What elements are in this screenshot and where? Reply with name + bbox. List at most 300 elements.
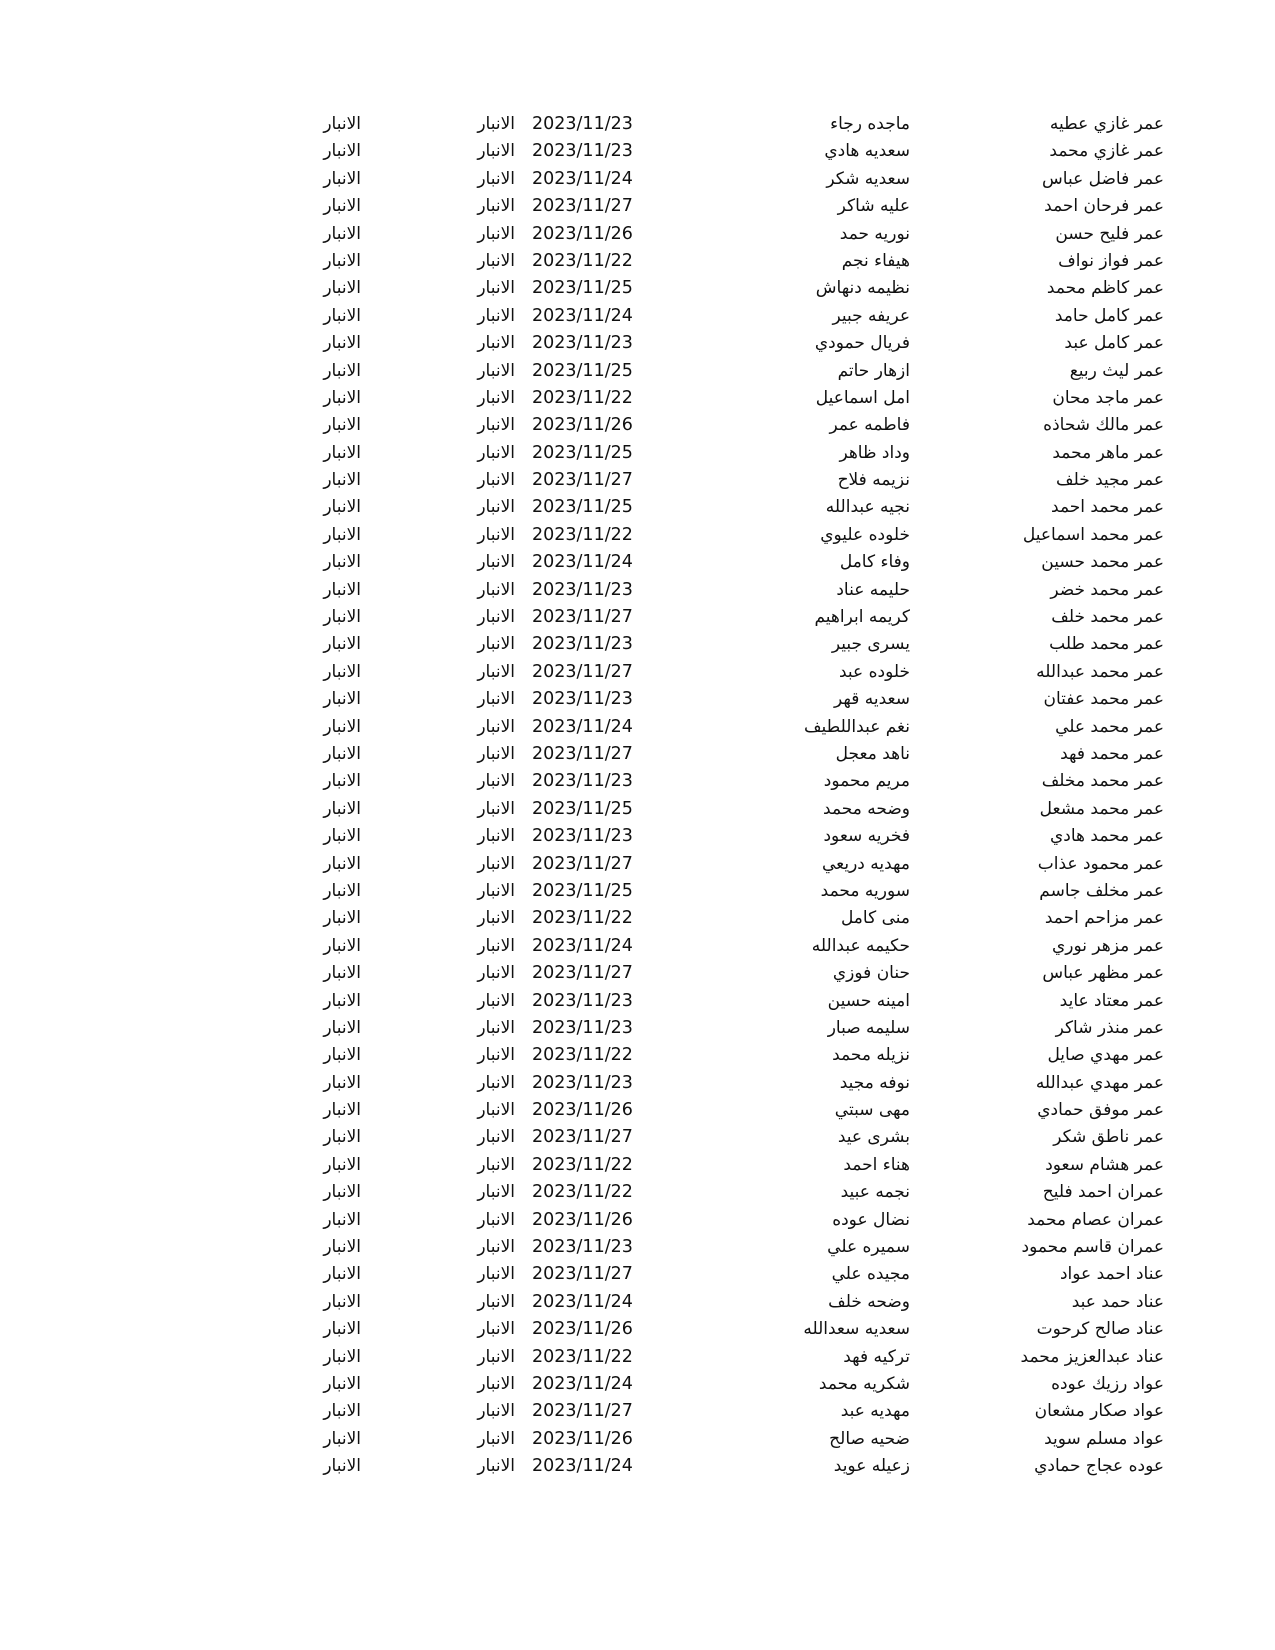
person-name: عمر ناطق شكر (1053, 1127, 1164, 1148)
record-date: 2023/11/25 (532, 880, 633, 901)
table-row (0, 221, 1275, 248)
table-row (0, 385, 1275, 412)
record-date: 2023/11/25 (532, 497, 633, 518)
table-row (0, 1453, 1275, 1480)
governorate-cell: الانبار (323, 305, 361, 326)
mother-name: نغم عبداللطيف (803, 716, 910, 737)
province-cell: الانبار (477, 360, 515, 381)
table-row (0, 549, 1275, 576)
record-date: 2023/11/22 (532, 1182, 633, 1203)
governorate-cell: الانبار (323, 1237, 361, 1258)
governorate-cell: الانبار (323, 880, 361, 901)
table-row (0, 358, 1275, 385)
mother-name: مريم محمود (823, 771, 910, 792)
record-date: 2023/11/23 (532, 579, 633, 600)
mother-name: خلوده عبد (839, 661, 910, 682)
record-date: 2023/11/23 (532, 114, 633, 134)
mother-name: يسرى جبير (831, 634, 910, 655)
record-date: 2023/11/25 (532, 442, 633, 463)
governorate-cell: الانبار (323, 1401, 361, 1422)
table-row (0, 1289, 1275, 1316)
mother-name: ضحيه صالح (829, 1428, 910, 1449)
province-cell: الانبار (477, 1346, 515, 1367)
person-name: عمر محمد خضر (1050, 579, 1164, 600)
person-name: عمر محمد مخلف (1041, 771, 1164, 792)
governorate-cell: الانبار (323, 415, 361, 436)
table-row (0, 494, 1275, 521)
governorate-cell: الانبار (323, 935, 361, 956)
mother-name: وداد ظاهر (839, 442, 910, 463)
governorate-cell: الانبار (323, 168, 361, 189)
person-name: عمر مزهر نوري (1051, 935, 1164, 956)
mother-name: وضحه محمد (823, 798, 910, 819)
record-date: 2023/11/25 (532, 798, 633, 819)
person-name: عمر ليث ربيع (1069, 360, 1164, 381)
table-row (0, 111, 1275, 138)
mother-name: امل اسماعيل (815, 387, 910, 408)
province-cell: الانبار (477, 1045, 515, 1066)
province-cell: الانبار (477, 689, 515, 710)
mother-name: مهى سبتي (834, 1100, 910, 1121)
record-date: 2023/11/26 (532, 1100, 633, 1121)
table-row (0, 1234, 1275, 1261)
governorate-cell: الانبار (323, 963, 361, 984)
person-name: عمر مظهر عباس (1042, 963, 1164, 984)
person-name: عمر كامل حامد (1054, 305, 1164, 326)
table-row (0, 823, 1275, 850)
person-name: عمر فواز نواف (1058, 250, 1164, 271)
record-date: 2023/11/23 (532, 689, 633, 710)
mother-name: امينه حسين (827, 990, 910, 1011)
record-date: 2023/11/22 (532, 1045, 633, 1066)
governorate-cell: الانبار (323, 579, 361, 600)
record-date: 2023/11/24 (532, 935, 633, 956)
mother-name: وفاء كامل (839, 552, 910, 573)
governorate-cell: الانبار (323, 552, 361, 573)
mother-name: منى كامل (840, 908, 910, 929)
record-date: 2023/11/23 (532, 771, 633, 792)
record-date: 2023/11/24 (532, 1291, 633, 1312)
table-row (0, 988, 1275, 1015)
governorate-cell: الانبار (323, 1319, 361, 1340)
table-row (0, 851, 1275, 878)
person-name: عمر فاضل عباس (1042, 168, 1164, 189)
person-name: عمران قاسم محمود (1021, 1237, 1164, 1258)
province-cell: الانبار (477, 114, 515, 134)
table-row (0, 714, 1275, 741)
governorate-cell: الانبار (323, 908, 361, 929)
province-cell: الانبار (477, 1401, 515, 1422)
governorate-cell: الانبار (323, 607, 361, 628)
province-cell: الانبار (477, 963, 515, 984)
person-name: عمر كاظم محمد (1046, 278, 1164, 299)
person-name: عوده عجاج حمادي (1034, 1456, 1164, 1477)
governorate-cell: الانبار (323, 1100, 361, 1121)
table-row (0, 303, 1275, 330)
person-name: عمران عصام محمد (1027, 1209, 1164, 1230)
province-cell: الانبار (477, 1456, 515, 1477)
mother-name: سعديه شكر (826, 168, 910, 189)
mother-name: نزيله محمد (832, 1045, 910, 1066)
mother-name: نضال عوده (832, 1209, 910, 1230)
table-row (0, 166, 1275, 193)
person-name: عواد مسلم سويد (1044, 1428, 1164, 1449)
governorate-cell: الانبار (323, 442, 361, 463)
person-name: عناد صالح كرحوت (1036, 1319, 1164, 1340)
table-row (0, 412, 1275, 439)
province-cell: الانبار (477, 661, 515, 682)
person-name: عمر مهدي صايل (1047, 1045, 1164, 1066)
table-row (0, 1371, 1275, 1398)
record-date: 2023/11/24 (532, 1373, 633, 1394)
person-name: عمر غازي محمد (1049, 141, 1164, 162)
governorate-cell: الانبار (323, 826, 361, 847)
person-name: عمر مزاحم احمد (1044, 908, 1164, 929)
person-name: عمر معتاد عايد (1059, 990, 1164, 1011)
record-date: 2023/11/26 (532, 1319, 633, 1340)
table-row (0, 1179, 1275, 1206)
table-row (0, 905, 1275, 932)
record-date: 2023/11/23 (532, 826, 633, 847)
record-date: 2023/11/24 (532, 716, 633, 737)
governorate-cell: الانبار (323, 798, 361, 819)
governorate-cell: الانبار (323, 1264, 361, 1285)
governorate-cell: الانبار (323, 689, 361, 710)
governorate-cell: الانبار (323, 1045, 361, 1066)
person-name: عناد حمد عبد (1071, 1291, 1164, 1312)
mother-name: سعديه سعدالله (803, 1319, 910, 1340)
province-cell: الانبار (477, 908, 515, 929)
table-row (0, 631, 1275, 658)
person-name: عمر محمود عذاب (1037, 853, 1164, 874)
table-row (0, 275, 1275, 302)
governorate-cell: الانبار (323, 1428, 361, 1449)
person-name: عمر مجيد خلف (1055, 470, 1164, 491)
person-name: عمر غازي عطيه (1049, 114, 1164, 134)
province-cell: الانبار (477, 1237, 515, 1258)
mother-name: حكيمه عبدالله (811, 935, 910, 956)
mother-name: شكريه محمد (818, 1373, 910, 1394)
governorate-cell: الانبار (323, 278, 361, 299)
governorate-cell: الانبار (323, 1456, 361, 1477)
mother-name: سعديه هادي (824, 141, 910, 162)
governorate-cell: الانبار (323, 360, 361, 381)
table-row (0, 1398, 1275, 1425)
mother-name: سليمه صبار (827, 1017, 910, 1038)
table-row (0, 1152, 1275, 1179)
governorate-cell: الانبار (323, 1154, 361, 1175)
person-name: عمر منذر شاكر (1055, 1017, 1164, 1038)
province-cell: الانبار (477, 990, 515, 1011)
governorate-cell: الانبار (323, 196, 361, 217)
mother-name: نجمه عبيد (840, 1182, 910, 1203)
governorate-cell: الانبار (323, 470, 361, 491)
table-row (0, 768, 1275, 795)
person-name: عمر محمد هادي (1049, 826, 1164, 847)
record-date: 2023/11/24 (532, 168, 633, 189)
record-date: 2023/11/23 (532, 634, 633, 655)
governorate-cell: الانبار (323, 250, 361, 271)
province-cell: الانبار (477, 223, 515, 244)
table-row (0, 1261, 1275, 1288)
person-name: عمر كامل عبد (1064, 333, 1164, 354)
person-name: عناد عبدالعزيز محمد (1020, 1346, 1164, 1367)
mother-name: هناء احمد (843, 1154, 910, 1175)
table-row (0, 741, 1275, 768)
province-cell: الانبار (477, 387, 515, 408)
mother-name: فخريه سعود (823, 826, 910, 847)
table-row (0, 659, 1275, 686)
record-date: 2023/11/24 (532, 305, 633, 326)
province-cell: الانبار (477, 497, 515, 518)
province-cell: الانبار (477, 470, 515, 491)
province-cell: الانبار (477, 880, 515, 901)
table-row (0, 686, 1275, 713)
governorate-cell: الانبار (323, 990, 361, 1011)
province-cell: الانبار (477, 1100, 515, 1121)
person-name: عمر محمد فهد (1060, 743, 1164, 764)
mother-name: بشرى عيد (837, 1127, 910, 1148)
province-cell: الانبار (477, 168, 515, 189)
province-cell: الانبار (477, 743, 515, 764)
person-name: عمران احمد فليح (1042, 1182, 1164, 1203)
person-name: عمر ماهر محمد (1052, 442, 1164, 463)
governorate-cell: الانبار (323, 771, 361, 792)
person-name: عمر محمد خلف (1051, 607, 1164, 628)
record-date: 2023/11/22 (532, 524, 633, 545)
province-cell: الانبار (477, 196, 515, 217)
governorate-cell: الانبار (323, 716, 361, 737)
person-name: عمر هشام سعود (1045, 1154, 1164, 1175)
person-name: عمر موفق حمادي (1037, 1100, 1164, 1121)
person-name: عمر محمد عفتان (1043, 689, 1164, 710)
mother-name: حليمه عناد (836, 579, 910, 600)
table-row (0, 796, 1275, 823)
province-cell: الانبار (477, 278, 515, 299)
mother-name: زعيله عويد (833, 1456, 910, 1477)
table-row (0, 604, 1275, 631)
person-name: عواد صكار مشعان (1034, 1401, 1164, 1422)
record-date: 2023/11/23 (532, 990, 633, 1011)
province-cell: الانبار (477, 552, 515, 573)
record-date: 2023/11/22 (532, 1346, 633, 1367)
province-cell: الانبار (477, 1017, 515, 1038)
record-date: 2023/11/27 (532, 196, 633, 217)
province-cell: الانبار (477, 607, 515, 628)
record-date: 2023/11/27 (532, 963, 633, 984)
mother-name: كريمه ابراهيم (814, 607, 910, 628)
province-cell: الانبار (477, 1127, 515, 1148)
province-cell: الانبار (477, 771, 515, 792)
province-cell: الانبار (477, 1428, 515, 1449)
records-list (0, 111, 1275, 1481)
record-date: 2023/11/27 (532, 1127, 633, 1148)
province-cell: الانبار (477, 250, 515, 271)
province-cell: الانبار (477, 1291, 515, 1312)
mother-name: تركيه فهد (843, 1346, 910, 1367)
province-cell: الانبار (477, 333, 515, 354)
table-row (0, 577, 1275, 604)
governorate-cell: الانبار (323, 1072, 361, 1093)
province-cell: الانبار (477, 442, 515, 463)
governorate-cell: الانبار (323, 1346, 361, 1367)
governorate-cell: الانبار (323, 223, 361, 244)
table-row (0, 1097, 1275, 1124)
governorate-cell: الانبار (323, 1127, 361, 1148)
mother-name: عريفه جبير (832, 305, 910, 326)
mother-name: نوفه مجيد (839, 1072, 910, 1093)
record-date: 2023/11/27 (532, 853, 633, 874)
governorate-cell: الانبار (323, 853, 361, 874)
governorate-cell: الانبار (323, 1209, 361, 1230)
record-date: 2023/11/23 (532, 1017, 633, 1038)
province-cell: الانبار (477, 826, 515, 847)
record-date: 2023/11/23 (532, 333, 633, 354)
governorate-cell: الانبار (323, 661, 361, 682)
record-date: 2023/11/27 (532, 743, 633, 764)
record-date: 2023/11/24 (532, 552, 633, 573)
record-date: 2023/11/22 (532, 1154, 633, 1175)
table-row (0, 1042, 1275, 1069)
mother-name: مهديه عبد (840, 1401, 910, 1422)
record-date: 2023/11/26 (532, 223, 633, 244)
record-date: 2023/11/24 (532, 1456, 633, 1477)
governorate-cell: الانبار (323, 524, 361, 545)
record-date: 2023/11/27 (532, 1264, 633, 1285)
table-row (0, 878, 1275, 905)
record-date: 2023/11/23 (532, 141, 633, 162)
mother-name: خلوده عليوي (820, 524, 910, 545)
record-date: 2023/11/26 (532, 415, 633, 436)
table-row (0, 193, 1275, 220)
province-cell: الانبار (477, 1209, 515, 1230)
person-name: عمر فليح حسن (1055, 223, 1164, 244)
person-name: عمر محمد طلب (1049, 634, 1164, 655)
table-row (0, 248, 1275, 275)
governorate-cell: الانبار (323, 1182, 361, 1203)
province-cell: الانبار (477, 1264, 515, 1285)
table-row (0, 522, 1275, 549)
mother-name: ماجده رجاء (830, 114, 910, 134)
record-date: 2023/11/23 (532, 1237, 633, 1258)
province-cell: الانبار (477, 1154, 515, 1175)
table-row (0, 1015, 1275, 1042)
table-row (0, 1426, 1275, 1453)
governorate-cell: الانبار (323, 141, 361, 162)
mother-name: فاطمه عمر (829, 415, 910, 436)
governorate-cell: الانبار (323, 1373, 361, 1394)
province-cell: الانبار (477, 1319, 515, 1340)
table-row (0, 440, 1275, 467)
table-row (0, 138, 1275, 165)
mother-name: نزيمه فلاح (837, 470, 910, 491)
table-row (0, 933, 1275, 960)
person-name: عمر مالك شحاذه (1043, 415, 1164, 436)
person-name: عمر فرحان احمد (1044, 196, 1164, 217)
person-name: عمر محمد علي (1055, 716, 1164, 737)
mother-name: نجيه عبدالله (825, 497, 910, 518)
table-row (0, 1207, 1275, 1234)
table-row (0, 1124, 1275, 1151)
mother-name: نظيمه دنهاش (815, 278, 910, 299)
person-name: عمر محمد مشعل (1039, 798, 1164, 819)
person-name: عمر ماجد محان (1052, 387, 1164, 408)
table-row (0, 1070, 1275, 1097)
person-name: عواد رزيك عوده (1051, 1373, 1164, 1394)
person-name: عمر محمد احمد (1051, 497, 1164, 518)
governorate-cell: الانبار (323, 743, 361, 764)
governorate-cell: الانبار (323, 497, 361, 518)
record-date: 2023/11/27 (532, 1401, 633, 1422)
person-name: عمر محمد حسين (1041, 552, 1164, 573)
mother-name: وضحه خلف (828, 1291, 910, 1312)
governorate-cell: الانبار (323, 634, 361, 655)
province-cell: الانبار (477, 415, 515, 436)
mother-name: حنان فوزي (832, 963, 910, 984)
record-date: 2023/11/27 (532, 470, 633, 491)
mother-name: مهديه دريعي (822, 853, 910, 874)
mother-name: ناهد معجل (835, 743, 910, 764)
table-row (0, 330, 1275, 357)
record-date: 2023/11/22 (532, 387, 633, 408)
mother-name: سعديه قهر (834, 689, 910, 710)
record-date: 2023/11/26 (532, 1209, 633, 1230)
province-cell: الانبار (477, 853, 515, 874)
person-name: عمر مهدي عبدالله (1035, 1072, 1164, 1093)
governorate-cell: الانبار (323, 1291, 361, 1312)
mother-name: فريال حمودي (814, 333, 910, 354)
province-cell: الانبار (477, 1072, 515, 1093)
mother-name: سوريه محمد (820, 880, 910, 901)
province-cell: الانبار (477, 1373, 515, 1394)
record-date: 2023/11/23 (532, 1072, 633, 1093)
governorate-cell: الانبار (323, 114, 361, 134)
person-name: عناد احمد عواد (1059, 1264, 1164, 1285)
governorate-cell: الانبار (323, 1017, 361, 1038)
record-date: 2023/11/22 (532, 908, 633, 929)
table-row (0, 1316, 1275, 1343)
record-date: 2023/11/25 (532, 278, 633, 299)
mother-name: مجيده علي (831, 1264, 910, 1285)
mother-name: نوريه حمد (839, 223, 910, 244)
record-date: 2023/11/27 (532, 661, 633, 682)
record-date: 2023/11/25 (532, 360, 633, 381)
record-date: 2023/11/26 (532, 1428, 633, 1449)
governorate-cell: الانبار (323, 333, 361, 354)
record-date: 2023/11/27 (532, 607, 633, 628)
table-row (0, 1344, 1275, 1371)
mother-name: سميره علي (827, 1237, 910, 1258)
province-cell: الانبار (477, 305, 515, 326)
mother-name: ازهار حاتم (837, 360, 910, 381)
province-cell: الانبار (477, 935, 515, 956)
province-cell: الانبار (477, 524, 515, 545)
province-cell: الانبار (477, 141, 515, 162)
mother-name: عليه شاكر (837, 196, 910, 217)
person-name: عمر مخلف جاسم (1039, 880, 1164, 901)
province-cell: الانبار (477, 716, 515, 737)
governorate-cell: الانبار (323, 387, 361, 408)
province-cell: الانبار (477, 1182, 515, 1203)
table-row (0, 960, 1275, 987)
province-cell: الانبار (477, 798, 515, 819)
province-cell: الانبار (477, 579, 515, 600)
record-date: 2023/11/22 (532, 250, 633, 271)
province-cell: الانبار (477, 634, 515, 655)
table-row (0, 467, 1275, 494)
mother-name: هيفاء نجم (841, 250, 910, 271)
person-name: عمر محمد عبدالله (1036, 661, 1164, 682)
